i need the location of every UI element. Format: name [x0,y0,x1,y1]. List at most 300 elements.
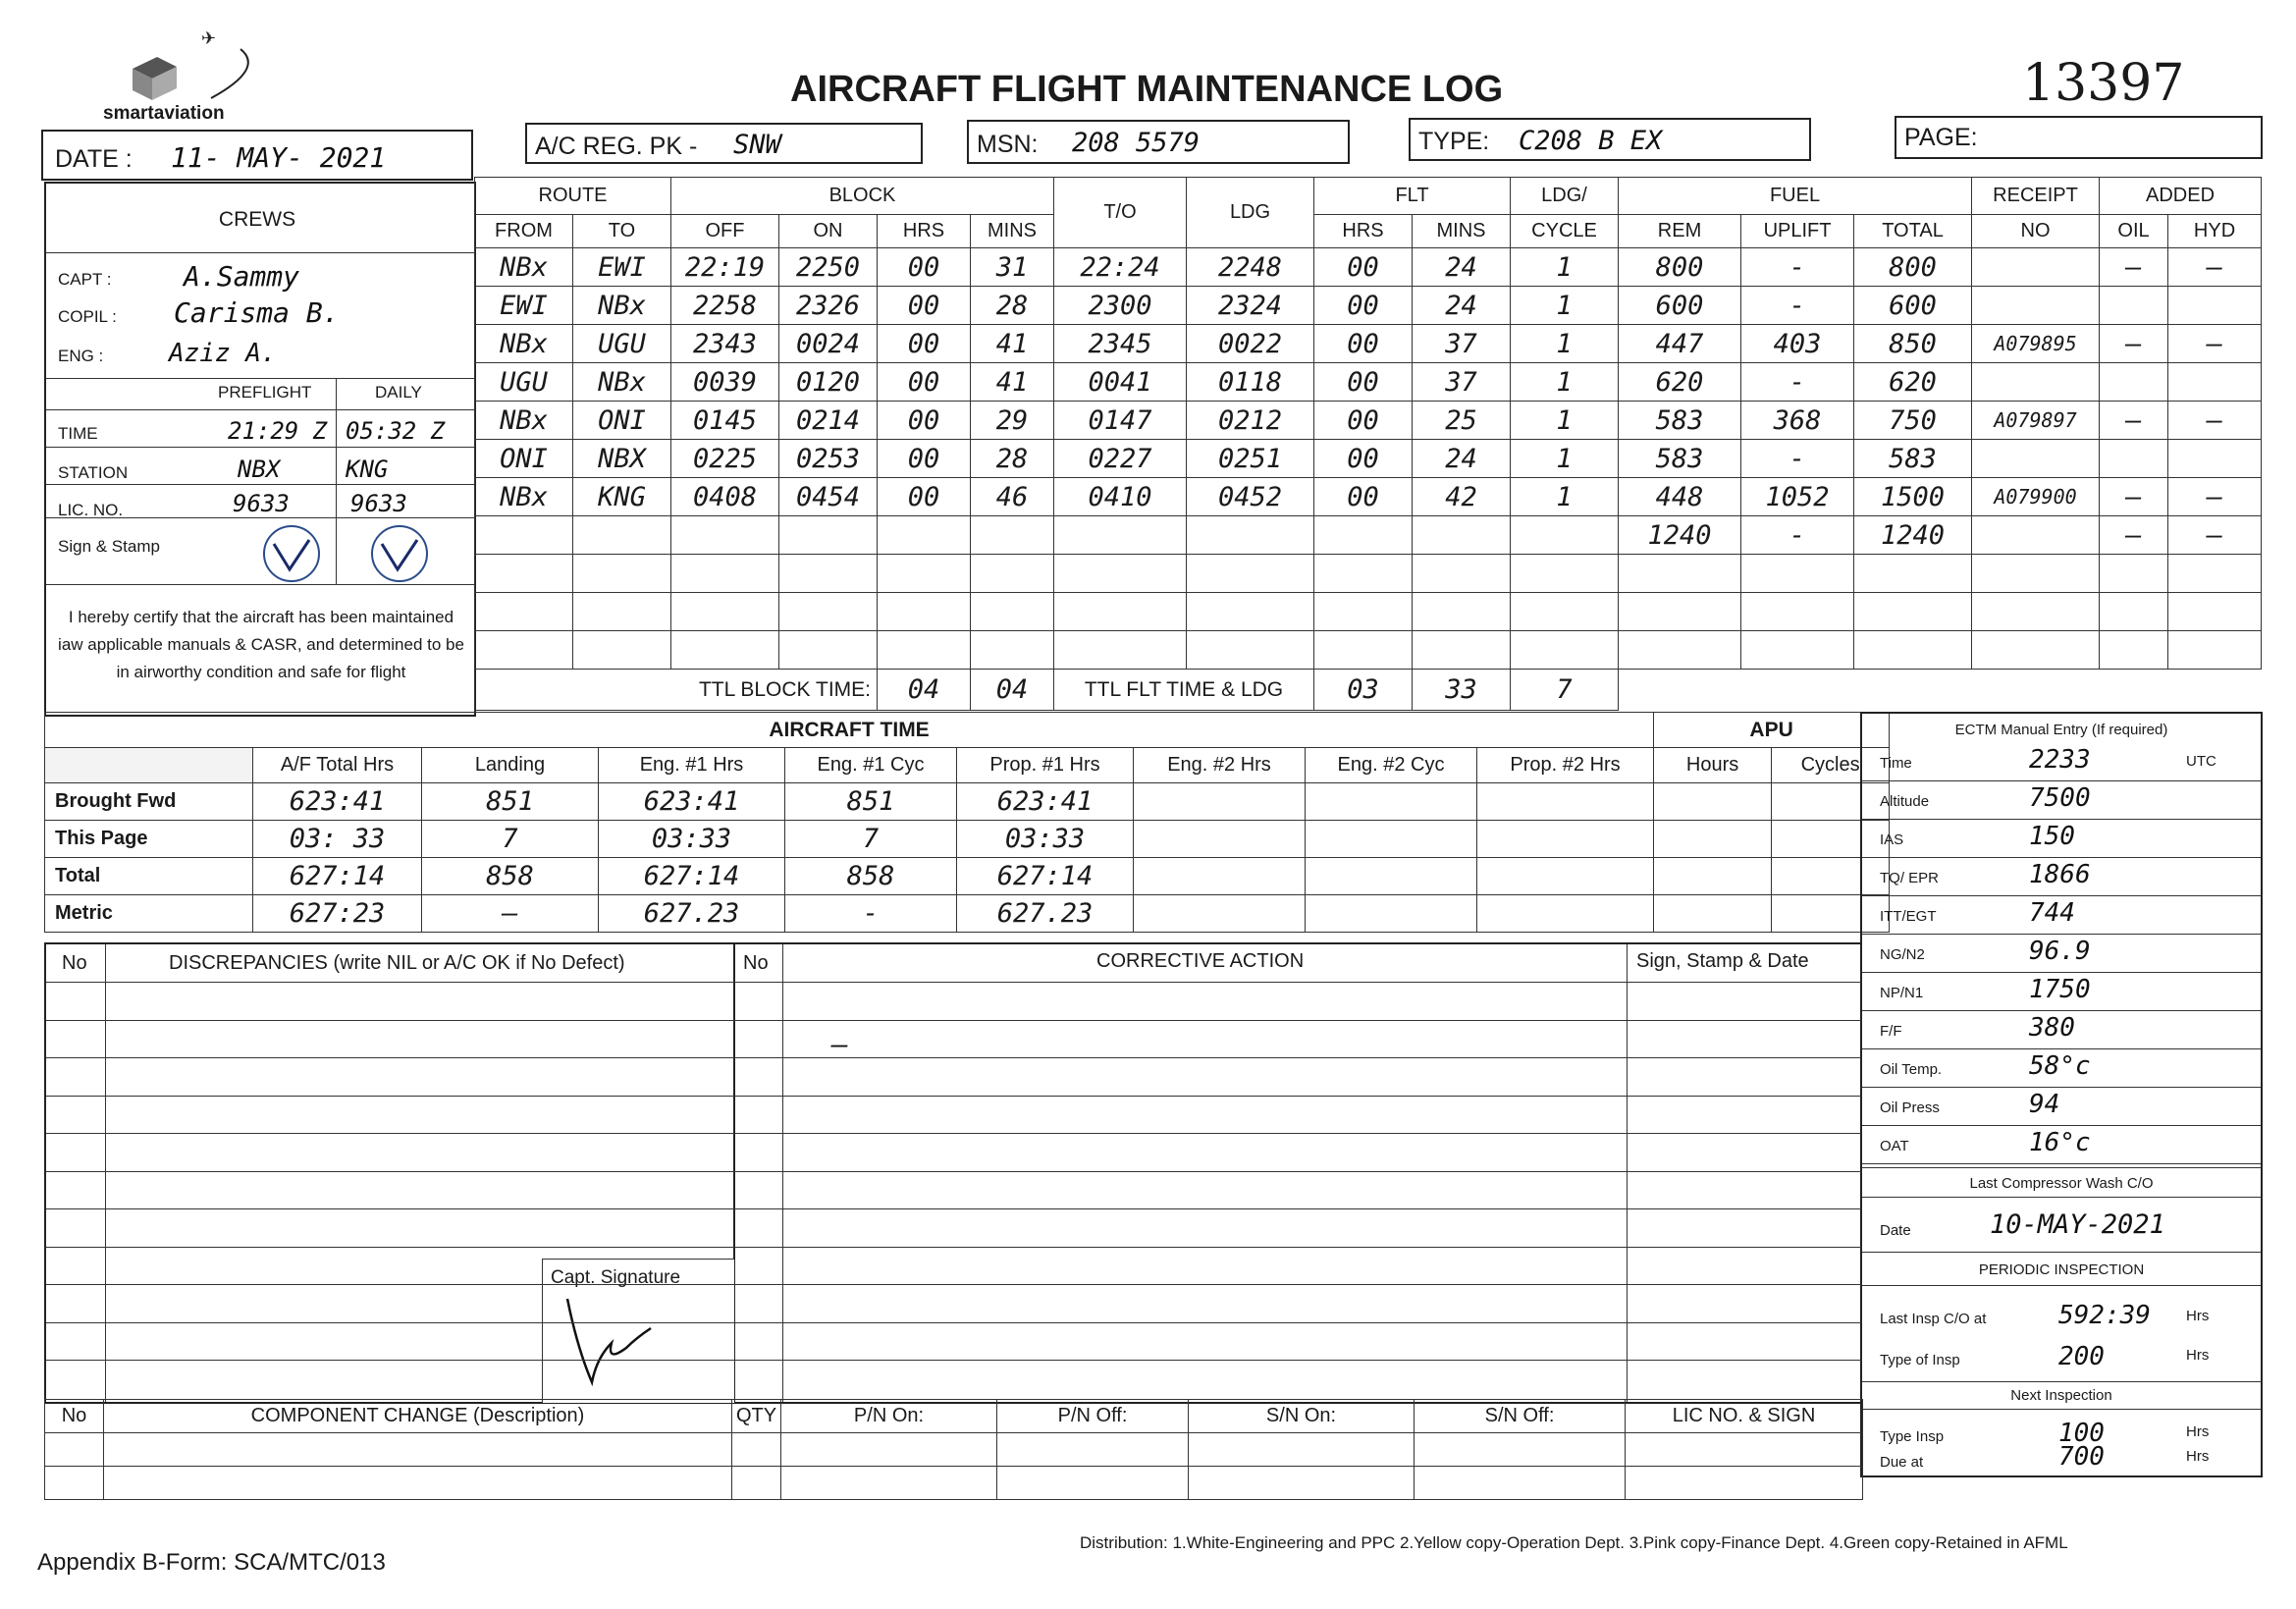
type-insp-value[interactable]: 200 [2058,1342,2105,1371]
flight-cell-ldg[interactable]: 0022 [1187,325,1314,363]
component-desc-header: COMPONENT CHANGE (Description) [104,1400,732,1433]
flight-cell-to[interactable]: KNG [573,478,671,516]
block-header: BLOCK [671,178,1054,215]
flight-cell-oil[interactable]: — [2100,402,2168,440]
capt-signature [553,1289,670,1397]
aircraft-time-cell[interactable] [1134,895,1306,933]
flight-cell-to[interactable]: NBx [573,287,671,325]
time-daily[interactable]: 05:32 Z [346,417,446,445]
flight-cell-fh[interactable]: 00 [1314,363,1413,402]
corrective-dash: — [831,1028,848,1060]
ectm-value[interactable]: 150 [2029,822,2075,851]
flight-cell-off[interactable] [671,516,779,555]
next-type-hrs: Hrs [2186,1423,2210,1440]
flight-cell-ldg[interactable]: 0118 [1187,363,1314,402]
aircraft-time-cell[interactable] [1477,821,1654,858]
flight-cell-hyd[interactable]: — [2168,248,2262,287]
flight-cell-rem[interactable]: 800 [1619,248,1741,287]
ttl-block-mins[interactable]: 04 [971,670,1054,711]
aircraft-time-cell[interactable]: 858 [785,858,957,895]
eng-name[interactable]: Aziz A. [169,339,277,368]
flight-cell-to[interactable]: NBx [573,363,671,402]
total-header: TOTAL [1854,215,1972,248]
ttl-block-hrs[interactable]: 04 [878,670,971,711]
flight-row [475,287,2262,325]
at-col-prop1-hrs: Prop. #1 Hrs [957,748,1134,783]
flight-cell-oil[interactable]: — [2100,516,2168,555]
flight-cell-hyd[interactable]: — [2168,402,2262,440]
apu-cell[interactable] [1654,783,1772,821]
flight-row [475,248,2262,287]
flight-cell-mins[interactable]: 28 [971,287,1054,325]
flight-cell-ldg[interactable]: 0212 [1187,402,1314,440]
flight-cell-off[interactable]: 0039 [671,363,779,402]
flight-cell-cyc[interactable]: 1 [1511,287,1619,325]
flight-cell-rcpt[interactable]: A079895 [1972,325,2100,363]
flight-cell-rem[interactable]: 600 [1619,287,1741,325]
flight-cell-fm[interactable]: 24 [1413,440,1511,478]
flight-cell-off[interactable]: 2258 [671,287,779,325]
reg-label: A/C REG. PK - [535,133,698,160]
aircraft-time-cell[interactable]: 03: 33 [253,821,422,858]
flight-cell-from[interactable]: UGU [475,363,573,402]
ectm-value[interactable]: 2233 [2029,745,2091,775]
flight-cell-on[interactable]: 0214 [779,402,878,440]
type-insp-hrs: Hrs [2186,1347,2210,1364]
flight-cell-fh[interactable]: 00 [1314,402,1413,440]
page-label: PAGE: [1904,124,1978,151]
flight-cell-fh[interactable] [1314,516,1413,555]
date-box [41,130,473,181]
last-insp-value[interactable]: 592:39 [2058,1301,2151,1330]
wash-date[interactable]: 10-MAY-2021 [1990,1209,2165,1240]
aircraft-time-cell[interactable] [1477,858,1654,895]
flight-cell-ldg[interactable]: 2324 [1187,287,1314,325]
flight-cell-rem[interactable]: 1240 [1619,516,1741,555]
flight-cell-on[interactable]: 2250 [779,248,878,287]
flight-cell-to_t[interactable] [1054,516,1187,555]
flight-cell-rem[interactable]: 447 [1619,325,1741,363]
flight-cell-mins[interactable]: 28 [971,440,1054,478]
due-label: Due at [1880,1454,1924,1471]
flight-cell-rem[interactable]: 583 [1619,402,1741,440]
ectm-label: OAT [1880,1138,1909,1154]
aircraft-time-cell[interactable]: 851 [422,783,599,821]
flight-row [475,516,2262,555]
flight-cell-from[interactable]: EWI [475,287,573,325]
flight-cell-off[interactable]: 22:19 [671,248,779,287]
flight-cell-cyc[interactable]: 1 [1511,478,1619,516]
flight-cell-fm[interactable]: 37 [1413,363,1511,402]
flight-cell-ldg[interactable]: 0251 [1187,440,1314,478]
flight-cell-up[interactable]: - [1741,248,1854,287]
ttl-flt-hrs[interactable]: 03 [1314,670,1413,711]
ectm-label: ITT/EGT [1880,908,1937,925]
serial-number: 13397 [2022,54,2185,113]
apu-cell[interactable] [1654,895,1772,933]
flight-blank-row [475,555,2262,593]
pn-on-header: P/N On: [781,1400,997,1433]
aircraft-time-row [45,895,1890,933]
next-type-value[interactable]: 100 [2058,1419,2105,1448]
flight-cell-rcpt[interactable] [1972,516,2100,555]
ectm-value[interactable]: 744 [2029,898,2075,928]
component-qty-header: QTY [732,1400,781,1433]
ectm-row-divider [1862,857,2261,858]
msn-value[interactable]: 208 5579 [1072,128,1201,158]
flight-cell-mins[interactable]: 41 [971,363,1054,402]
flight-cell-ldg[interactable]: 0452 [1187,478,1314,516]
station-label: STATION [58,463,129,482]
takeoff-header: T/O [1054,178,1187,248]
flight-cell-tot[interactable]: 620 [1854,363,1972,402]
date-value[interactable]: 11- MAY- 2021 [171,141,387,174]
aircraft-time-cell[interactable] [1134,858,1306,895]
logo-text: smartaviation [103,103,225,124]
aircraft-time-cell[interactable]: - [785,895,957,933]
aircraft-time-cell[interactable]: 627:14 [599,858,785,895]
flight-cell-to_t[interactable]: 22:24 [1054,248,1187,287]
flight-cell-mins[interactable]: 41 [971,325,1054,363]
flight-cell-from[interactable]: ONI [475,440,573,478]
aircraft-time-cell[interactable]: 627:14 [957,858,1134,895]
off-header: OFF [671,215,779,248]
ectm-row-divider [1862,819,2261,820]
ttl-flt-mins[interactable]: 33 [1413,670,1511,711]
flight-blank-row [475,631,2262,670]
lic-sign-header: LIC NO. & SIGN [1626,1400,1863,1433]
flight-cell-fm[interactable]: 25 [1413,402,1511,440]
flight-cell-to[interactable] [573,516,671,555]
flight-cell-fm[interactable] [1413,516,1511,555]
flight-cell-oil[interactable]: — [2100,248,2168,287]
component-row [45,1467,1863,1500]
ectm-value[interactable]: 58°c [2029,1051,2091,1081]
oil-header: OIL [2100,215,2168,248]
pn-off-header: P/N Off: [997,1400,1189,1433]
flight-cell-cyc[interactable]: 1 [1511,325,1619,363]
flight-cell-tot[interactable]: 800 [1854,248,1972,287]
flight-cell-mins[interactable]: 29 [971,402,1054,440]
wash-date-label: Date [1880,1222,1911,1239]
ectm-value[interactable]: 380 [2029,1013,2075,1043]
discrepancy-row-line [46,1096,1862,1097]
flight-cell-on[interactable]: 0120 [779,363,878,402]
discrepancy-row-line [46,1133,1862,1134]
flight-cell-fh[interactable]: 00 [1314,478,1413,516]
ectm-value[interactable]: 16°c [2029,1128,2091,1157]
flight-cell-ldg[interactable] [1187,516,1314,555]
flight-cell-up[interactable]: 403 [1741,325,1854,363]
aircraft-time-cell[interactable] [1134,783,1306,821]
aircraft-time-cell[interactable]: 03:33 [957,821,1134,858]
flight-cell-up[interactable]: - [1741,287,1854,325]
flight-cell-off[interactable]: 2343 [671,325,779,363]
ldg-cycle-header-2: CYCLE [1511,215,1619,248]
ldg-cycle-header-1: LDG/ [1511,178,1619,215]
ectm-row-divider [1862,1010,2261,1011]
flight-cell-to_t[interactable]: 0147 [1054,402,1187,440]
svg-text:✈: ✈ [201,29,217,49]
aircraft-time-cell[interactable]: — [422,895,599,933]
flight-cell-mins[interactable] [971,516,1054,555]
aircraft-time-cell[interactable]: 623:41 [253,783,422,821]
flight-cell-to_t[interactable]: 0227 [1054,440,1187,478]
aircraft-time-cell[interactable]: 858 [422,858,599,895]
at-col-eng1-hrs: Eng. #1 Hrs [599,748,785,783]
aircraft-time-cell[interactable] [1306,895,1477,933]
aircraft-time-cell[interactable] [1134,821,1306,858]
ectm-value[interactable]: 1866 [2029,860,2091,889]
flight-cell-rcpt[interactable]: A079900 [1972,478,2100,516]
ttl-ldg[interactable]: 7 [1511,670,1619,711]
station-preflight[interactable]: NBX [238,456,281,483]
flight-cell-rem[interactable]: 448 [1619,478,1741,516]
flight-row [475,440,2262,478]
flight-cell-cyc[interactable]: 1 [1511,363,1619,402]
reg-box [525,123,923,164]
landing-header: LDG [1187,178,1314,248]
flight-cell-oil[interactable] [2100,287,2168,325]
aircraft-time-cell[interactable]: 627:23 [253,895,422,933]
sn-off-header: S/N Off: [1415,1400,1626,1433]
ttl-block-label: TTL BLOCK TIME: [475,670,878,711]
flight-cell-rcpt[interactable] [1972,440,2100,478]
flight-cell-tot[interactable]: 1500 [1854,478,1972,516]
at-col-eng1-cyc: Eng. #1 Cyc [785,748,957,783]
station-daily[interactable]: KNG [346,456,389,483]
route-header: ROUTE [475,178,671,215]
at-col-eng2-cyc: Eng. #2 Cyc [1306,748,1477,783]
flight-cell-on[interactable]: 0454 [779,478,878,516]
flight-cell-cyc[interactable]: 1 [1511,440,1619,478]
capt-name[interactable]: A.Sammy [184,260,300,293]
flight-cell-tot[interactable]: 600 [1854,287,1972,325]
preflight-label: PREFLIGHT [218,383,312,402]
to-header: TO [573,215,671,248]
flight-cell-hrs[interactable]: 00 [878,248,971,287]
flight-cell-rem[interactable]: 620 [1619,363,1741,402]
ectm-value[interactable]: 96.9 [2029,937,2091,966]
receipt-header: RECEIPT [1972,178,2100,215]
ectm-value[interactable]: 94 [2029,1090,2060,1119]
flight-cell-oil[interactable] [2100,440,2168,478]
flight-cell-rcpt[interactable] [1972,248,2100,287]
flight-cell-mins[interactable]: 46 [971,478,1054,516]
flight-cell-fm[interactable]: 24 [1413,248,1511,287]
flight-cell-tot[interactable]: 1240 [1854,516,1972,555]
aircraft-time-cell[interactable]: 7 [785,821,957,858]
flight-cell-to_t[interactable]: 0041 [1054,363,1187,402]
apu-cell[interactable] [1654,858,1772,895]
discrepancy-row-line [46,1057,1862,1058]
flight-cell-hrs[interactable]: 00 [878,363,971,402]
flight-cell-mins[interactable]: 31 [971,248,1054,287]
aircraft-time-row-label: This Page [45,821,253,858]
aircraft-time-cell[interactable]: 03:33 [599,821,785,858]
aircraft-time-row-label: Total [45,858,253,895]
corrective-no-header: No [743,952,769,974]
ectm-panel [1860,712,2263,1477]
discrepancy-row-line [46,1020,1862,1021]
ectm-value[interactable]: 1750 [2029,975,2091,1004]
sign-stamp-label: Sign & Stamp [58,537,160,556]
ectm-row-divider [1862,1048,2261,1049]
flight-cell-hrs[interactable]: 00 [878,402,971,440]
flight-cell-fh[interactable]: 00 [1314,287,1413,325]
lic-daily[interactable]: 9633 [350,490,407,517]
flight-cell-cyc[interactable] [1511,516,1619,555]
flight-cell-fh[interactable]: 00 [1314,325,1413,363]
flight-cell-tot[interactable]: 850 [1854,325,1972,363]
flight-cell-hyd[interactable] [2168,440,2262,478]
aircraft-time-row-label: Brought Fwd [45,783,253,821]
aircraft-time-row [45,858,1890,895]
block-hrs-header: HRS [878,215,971,248]
due-value[interactable]: 700 [2058,1442,2105,1472]
flight-cell-ldg[interactable]: 2248 [1187,248,1314,287]
discrepancy-row-line [46,1208,1862,1209]
aircraft-time-cell[interactable] [1306,858,1477,895]
page-title: AIRCRAFT FLIGHT MAINTENANCE LOG [790,69,1504,110]
aircraft-time-cell[interactable]: 627:14 [253,858,422,895]
flight-cell-hrs[interactable]: 00 [878,440,971,478]
discrepancy-row-line [46,1284,1862,1285]
flight-cell-hrs[interactable] [878,516,971,555]
aircraft-time-row-label: Metric [45,895,253,933]
date-label: DATE : [55,145,133,173]
copil-name[interactable]: Carisma B. [174,296,340,329]
reg-value[interactable]: SNW [733,130,781,160]
ectm-label: Time [1880,755,1912,772]
last-insp-label: Last Insp C/O at [1880,1311,1987,1327]
eng-label: ENG : [58,347,104,365]
flight-cell-to_t[interactable]: 2345 [1054,325,1187,363]
aircraft-time-cell[interactable] [1306,821,1477,858]
aircraft-time-cell[interactable]: 623:41 [599,783,785,821]
flight-cell-on[interactable]: 0253 [779,440,878,478]
discrepancy-row-line [46,1360,1862,1361]
flight-blank-row [475,593,2262,631]
flight-cell-up[interactable]: - [1741,440,1854,478]
totals-row [475,670,2262,711]
flight-cell-hyd[interactable]: — [2168,516,2262,555]
flight-cell-rcpt[interactable] [1972,287,2100,325]
aircraft-time-cell[interactable] [1306,783,1477,821]
ectm-unit: UTC [2186,753,2216,770]
flight-cell-up[interactable]: - [1741,363,1854,402]
flight-cell-up[interactable]: 368 [1741,402,1854,440]
flight-cell-fm[interactable]: 37 [1413,325,1511,363]
flight-cell-to[interactable]: ONI [573,402,671,440]
flight-cell-to[interactable]: NBX [573,440,671,478]
flight-cell-to[interactable]: EWI [573,248,671,287]
flight-table [474,177,2262,711]
flight-cell-tot[interactable]: 750 [1854,402,1972,440]
flight-cell-cyc[interactable]: 1 [1511,402,1619,440]
flight-cell-hrs[interactable]: 00 [878,287,971,325]
ectm-row-divider [1862,895,2261,896]
apu-cell[interactable] [1654,821,1772,858]
flight-cell-on[interactable]: 2326 [779,287,878,325]
aircraft-time-cell[interactable]: 627.23 [599,895,785,933]
flight-cell-fm[interactable]: 42 [1413,478,1511,516]
type-value[interactable]: C208 B EX [1519,126,1663,156]
flight-cell-off[interactable]: 0408 [671,478,779,516]
flight-cell-from[interactable]: NBx [475,248,573,287]
flight-cell-on[interactable]: 0024 [779,325,878,363]
ectm-row-divider [1862,1125,2261,1126]
flight-cell-oil[interactable]: — [2100,478,2168,516]
flight-cell-fm[interactable]: 24 [1413,287,1511,325]
flight-cell-hrs[interactable]: 00 [878,325,971,363]
discrepancy-row-line [46,982,1862,983]
sn-on-header: S/N On: [1189,1400,1415,1433]
flight-cell-from[interactable] [475,516,573,555]
flight-cell-fh[interactable]: 00 [1314,248,1413,287]
flight-cell-on[interactable] [779,516,878,555]
flight-cell-hyd[interactable]: — [2168,325,2262,363]
aircraft-time-cell[interactable]: 851 [785,783,957,821]
ectm-label: F/F [1880,1023,1902,1040]
aircraft-time-cell[interactable]: 7 [422,821,599,858]
flight-cell-cyc[interactable]: 1 [1511,248,1619,287]
ectm-label: TQ/ EPR [1880,870,1940,886]
flt-mins-header: MINS [1413,215,1511,248]
flight-cell-oil[interactable]: — [2100,325,2168,363]
flight-cell-rcpt[interactable]: A079897 [1972,402,2100,440]
aircraft-time-cell[interactable] [1477,783,1654,821]
aircraft-time-cell[interactable]: 627.23 [957,895,1134,933]
flight-cell-from[interactable]: NBx [475,402,573,440]
flight-cell-hyd[interactable]: — [2168,478,2262,516]
ectm-row-divider [1862,1163,2261,1164]
flight-cell-hrs[interactable]: 00 [878,478,971,516]
discrepancy-row-line [46,1322,1862,1323]
flight-row [475,325,2262,363]
flight-row [475,363,2262,402]
type-box [1409,118,1811,161]
aircraft-time-cell[interactable] [1477,895,1654,933]
flight-cell-to[interactable]: UGU [573,325,671,363]
flight-cell-off[interactable]: 0145 [671,402,779,440]
flight-cell-up[interactable]: 1052 [1741,478,1854,516]
aircraft-time-cell[interactable]: 623:41 [957,783,1134,821]
uplift-header: UPLIFT [1741,215,1854,248]
flight-cell-oil[interactable] [2100,363,2168,402]
ectm-title: ECTM Manual Entry (If required) [1954,722,2168,738]
flight-cell-hyd[interactable] [2168,287,2262,325]
flight-cell-from[interactable]: NBx [475,325,573,363]
flight-cell-hyd[interactable] [2168,363,2262,402]
flight-cell-fh[interactable]: 00 [1314,440,1413,478]
ttl-flt-label: TTL FLT TIME & LDG [1054,670,1314,711]
flight-cell-to_t[interactable]: 0410 [1054,478,1187,516]
flight-cell-tot[interactable]: 583 [1854,440,1972,478]
flight-cell-rem[interactable]: 583 [1619,440,1741,478]
time-preflight[interactable]: 21:29 Z [228,417,328,445]
ectm-value[interactable]: 7500 [2029,783,2091,813]
fuel-header: FUEL [1619,178,1972,215]
flight-cell-off[interactable]: 0225 [671,440,779,478]
flight-cell-rcpt[interactable] [1972,363,2100,402]
flight-cell-to_t[interactable]: 2300 [1054,287,1187,325]
hyd-header: HYD [2168,215,2262,248]
wash-title: Last Compressor Wash C/O [1969,1175,2154,1192]
lic-preflight[interactable]: 9633 [233,490,290,517]
flight-cell-up[interactable]: - [1741,516,1854,555]
flight-cell-from[interactable]: NBx [475,478,573,516]
